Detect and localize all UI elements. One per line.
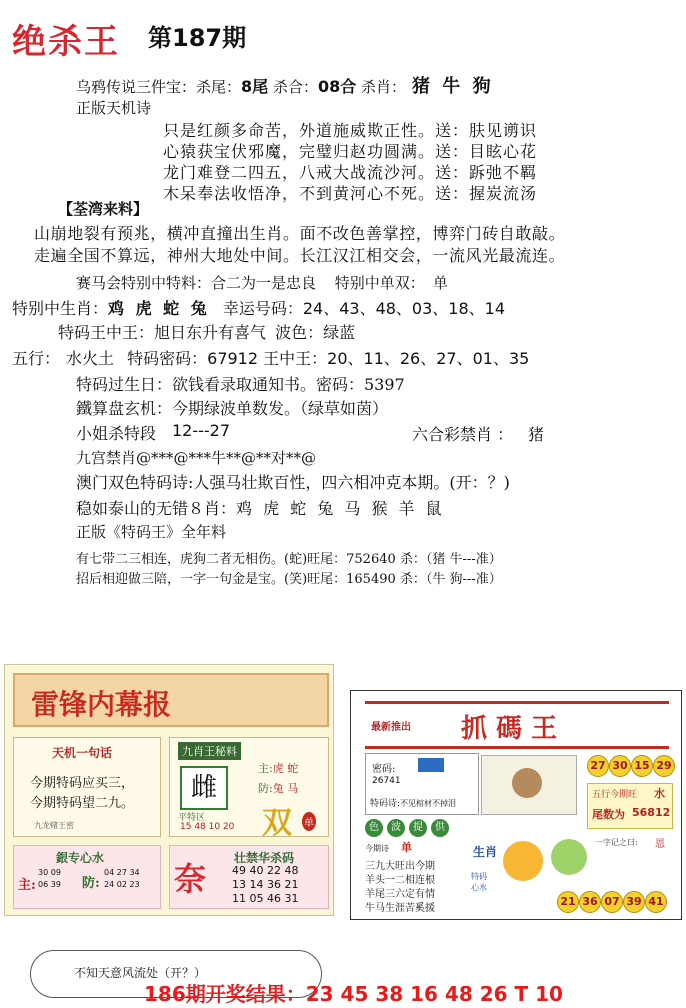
zhuama-tag: 最新推出 bbox=[371, 722, 411, 733]
big-char: 奈 bbox=[174, 860, 207, 898]
snake-icon bbox=[551, 839, 587, 875]
leifeng-titlebar bbox=[13, 673, 329, 727]
crow-xiao-label: 杀肖： bbox=[361, 78, 407, 96]
birthday-line: 特码过生日：欲钱看录取通知书。密码：5397 bbox=[76, 375, 405, 394]
leifeng-panel bbox=[4, 664, 334, 916]
shengxiao-label: 生肖 bbox=[473, 845, 498, 859]
steady-value: 鸡 虎 蛇 兔 马 猴 羊 鼠 bbox=[236, 499, 445, 518]
zhu2-nums: 30 09 bbox=[38, 868, 61, 877]
shuang-char: 双 bbox=[262, 806, 292, 841]
chip: 波 bbox=[387, 819, 405, 837]
bottom-ball: 07 bbox=[601, 891, 623, 913]
zhuama-titlebar bbox=[365, 701, 669, 749]
result-line: 186期开奖结果：23 45 38 16 48 26 T 10 bbox=[144, 982, 563, 1006]
lucky-value: 24、43、48、03、18、14 bbox=[302, 299, 506, 318]
hua-title: 壮禁华杀码 bbox=[234, 851, 295, 865]
char-box: 雌 bbox=[180, 766, 228, 810]
crow-xiao: 猪 牛 狗 bbox=[412, 76, 494, 97]
tianji-line: 今期特码应买三， bbox=[30, 776, 135, 791]
poem-label: 今期诗 bbox=[365, 844, 389, 853]
ban-value: 猪 bbox=[528, 425, 545, 444]
brand-title: 绝杀王 bbox=[12, 22, 120, 62]
bottom-ball: 21 bbox=[557, 891, 579, 913]
wuxing-box-label: 五行今期旺 bbox=[592, 790, 638, 800]
top-ball: 15 bbox=[631, 755, 653, 777]
special-xiao-value: 鸡 虎 蛇 兔 bbox=[108, 299, 210, 318]
leifeng-title: 雷锋内幕报 bbox=[31, 688, 172, 721]
yiju-value: 恩 bbox=[655, 839, 665, 850]
abacus-line: 鐵算盘玄机：今期绿波单数发。（绿草如茵） bbox=[76, 399, 389, 418]
tianji-foot: 九龙赌王密 bbox=[34, 821, 74, 830]
miss-value: 12---27 bbox=[172, 421, 231, 440]
logo-icon bbox=[418, 758, 444, 772]
ending-line: 招后相迎做三陪，一字一句金是宝。(笑)旺尾：165490 杀：（牛 狗---准） bbox=[76, 572, 502, 587]
tema-value: 不见棺材不掉泪 bbox=[400, 799, 457, 808]
horse-label: 赛马会特别中特料：合二为一是忠良 bbox=[76, 274, 317, 292]
steady-label: 稳如泰山的无错８肖： bbox=[76, 499, 237, 518]
fang2-nums: 24 02 23 bbox=[104, 880, 140, 889]
tw-title: 【荃湾来料】 bbox=[58, 200, 149, 218]
top-ball: 30 bbox=[609, 755, 631, 777]
ending-line: 有七带二三相连，虎狗二者无相伤。(蛇)旺尾：752640 杀：（猪 牛---准） bbox=[76, 552, 502, 567]
crow-mid: 杀合： bbox=[272, 78, 318, 96]
monkey-illustration bbox=[481, 755, 577, 815]
ban-label: 六合彩禁肖 ： bbox=[412, 425, 514, 444]
special-xiao-label: 特别中生肖： bbox=[12, 299, 109, 318]
code-label: 特码密码： bbox=[127, 349, 208, 368]
nine-line: 九宫禁肖@***@***牛**@**对**@ bbox=[76, 449, 317, 467]
chip: 供 bbox=[431, 819, 449, 837]
tianji-card bbox=[13, 737, 161, 837]
king-color: 绿蓝 bbox=[323, 323, 356, 342]
wuxing-label: 五行： bbox=[12, 349, 61, 368]
dan-mark: 单 bbox=[302, 812, 316, 831]
annual-line: 正版《特码王》全年料 bbox=[76, 523, 227, 541]
fang-label: 防: bbox=[258, 782, 273, 795]
zhuama-panel bbox=[350, 690, 682, 920]
steady-line bbox=[76, 496, 445, 519]
right-poem-line: 三九大旺出今期 bbox=[365, 861, 435, 872]
zhu-value: 虎 蛇 bbox=[272, 762, 299, 775]
zhu2-label: 主: bbox=[18, 878, 36, 893]
zhuama-title: 抓 碼 王 bbox=[461, 714, 558, 744]
pingte-nums: 15 48 10 20 bbox=[180, 822, 235, 832]
side-tag: 特码心水 bbox=[471, 872, 487, 892]
chip: 色 bbox=[365, 819, 383, 837]
lucky-label: 幸运号码： bbox=[222, 299, 303, 318]
bottom-ball: 39 bbox=[623, 891, 645, 913]
tail-value: 56812 bbox=[632, 806, 671, 819]
wzw-value: 20、11、26、27、01、35 bbox=[327, 349, 530, 368]
jiuxiao-title: 九肖王秘料 bbox=[178, 742, 241, 760]
mima-value: 26741 bbox=[372, 776, 401, 786]
hua-row: 49 40 22 48 bbox=[232, 864, 299, 877]
poem-line: 木呆奉法收悟净，不到黄河心不死。送：握炭流汤 bbox=[163, 184, 538, 203]
bottom-ball: 41 bbox=[645, 891, 667, 913]
wuxing-value: 水火土 bbox=[66, 349, 115, 368]
macau-line: 澳门双色特码诗:人强马壮欺百性，四六相冲克本期。(开：？) bbox=[76, 473, 510, 492]
tema-line bbox=[370, 796, 456, 809]
wuxing-box bbox=[587, 783, 673, 829]
horse-dan: 单 bbox=[432, 274, 448, 292]
cloud-text: 不知天意风流处（开？） bbox=[74, 966, 207, 980]
chip: 提 bbox=[409, 819, 427, 837]
zhu2-nums: 06 39 bbox=[38, 880, 61, 889]
monkey-icon bbox=[512, 768, 542, 798]
zhu-line bbox=[258, 760, 298, 776]
xin-title: 銀专心水 bbox=[56, 851, 105, 865]
mima-label: 密码: bbox=[372, 764, 396, 775]
tw-line: 走遍全国不算远，神州大地处中间。长江汉江相交会，一流风光最流连。 bbox=[34, 246, 566, 265]
poem-line: 心猿获宝伏邪魔，完璧归赵功圆满。送：目眩心花 bbox=[163, 142, 538, 161]
hua-row: 13 14 36 21 bbox=[232, 878, 299, 891]
horse-dan-label: 特别中单双： bbox=[334, 274, 425, 292]
poem-line: 龙门难登二四五，八戒大战流沙河。送：跅弛不羁 bbox=[163, 163, 538, 182]
top-ball: 29 bbox=[653, 755, 675, 777]
fang2-label: 防: bbox=[82, 876, 100, 891]
hua-card bbox=[169, 845, 329, 909]
pingte-label: 平特区 bbox=[178, 813, 206, 823]
fang-line bbox=[258, 780, 298, 796]
horse-line bbox=[76, 272, 448, 293]
right-poem-line: 羊头一二相连根 bbox=[365, 875, 435, 886]
yiju-label: 一字记之曰: bbox=[595, 838, 638, 847]
mima-box bbox=[365, 753, 479, 815]
zhu-label: 主: bbox=[258, 762, 273, 775]
fang-value: 兔 马 bbox=[272, 782, 299, 795]
wzw-label: 王中王： bbox=[263, 349, 328, 368]
crow-line bbox=[76, 72, 494, 98]
bird-icon bbox=[503, 841, 543, 881]
crow-he: 08合 bbox=[317, 77, 357, 96]
tianji-line: 今期特码望二九。 bbox=[30, 796, 135, 811]
miss-label: 小姐杀特段 bbox=[76, 424, 157, 443]
tema-label: 特码诗: bbox=[370, 799, 401, 809]
bottom-ball: 36 bbox=[579, 891, 601, 913]
issue-number: 第187期 bbox=[148, 24, 247, 52]
dan-value: 单 bbox=[401, 841, 412, 854]
crow-tail: 8尾 bbox=[241, 77, 269, 96]
poem-line: 只是红颜多命苦，外道施威欺正性。送：肤见谫识 bbox=[163, 121, 538, 140]
xin-card bbox=[13, 845, 161, 909]
right-poem-line: 牛马生涯苦奚援 bbox=[365, 903, 435, 914]
king-color-label: 波色： bbox=[275, 323, 324, 342]
king-text: 特码王中王：旭日东升有喜气 bbox=[58, 323, 267, 342]
tw-line: 山崩地裂有预兆，横冲直撞出生肖。面不改色善掌控，博弈门砖自敢敲。 bbox=[34, 224, 566, 243]
tianji-title: 天机一句话 bbox=[52, 746, 113, 760]
top-ball: 27 bbox=[587, 755, 609, 777]
code-value: 67912 bbox=[207, 349, 259, 368]
fang2-nums: 04 27 34 bbox=[104, 868, 140, 877]
special-xiao-line bbox=[12, 296, 505, 319]
tail-label: 尾数为 bbox=[592, 808, 625, 821]
wuxing-line bbox=[12, 346, 529, 369]
wuxing-box-value: 水 bbox=[654, 787, 665, 800]
jiuxiao-card bbox=[169, 737, 329, 841]
crow-label: 乌鸦传说三件宝：杀尾： bbox=[76, 78, 242, 96]
right-poem-line: 羊尾三六定有情 bbox=[365, 889, 435, 900]
king-line bbox=[58, 320, 355, 343]
hua-row: 11 05 46 31 bbox=[232, 892, 299, 905]
poem-title: 正版天机诗 bbox=[76, 99, 152, 117]
